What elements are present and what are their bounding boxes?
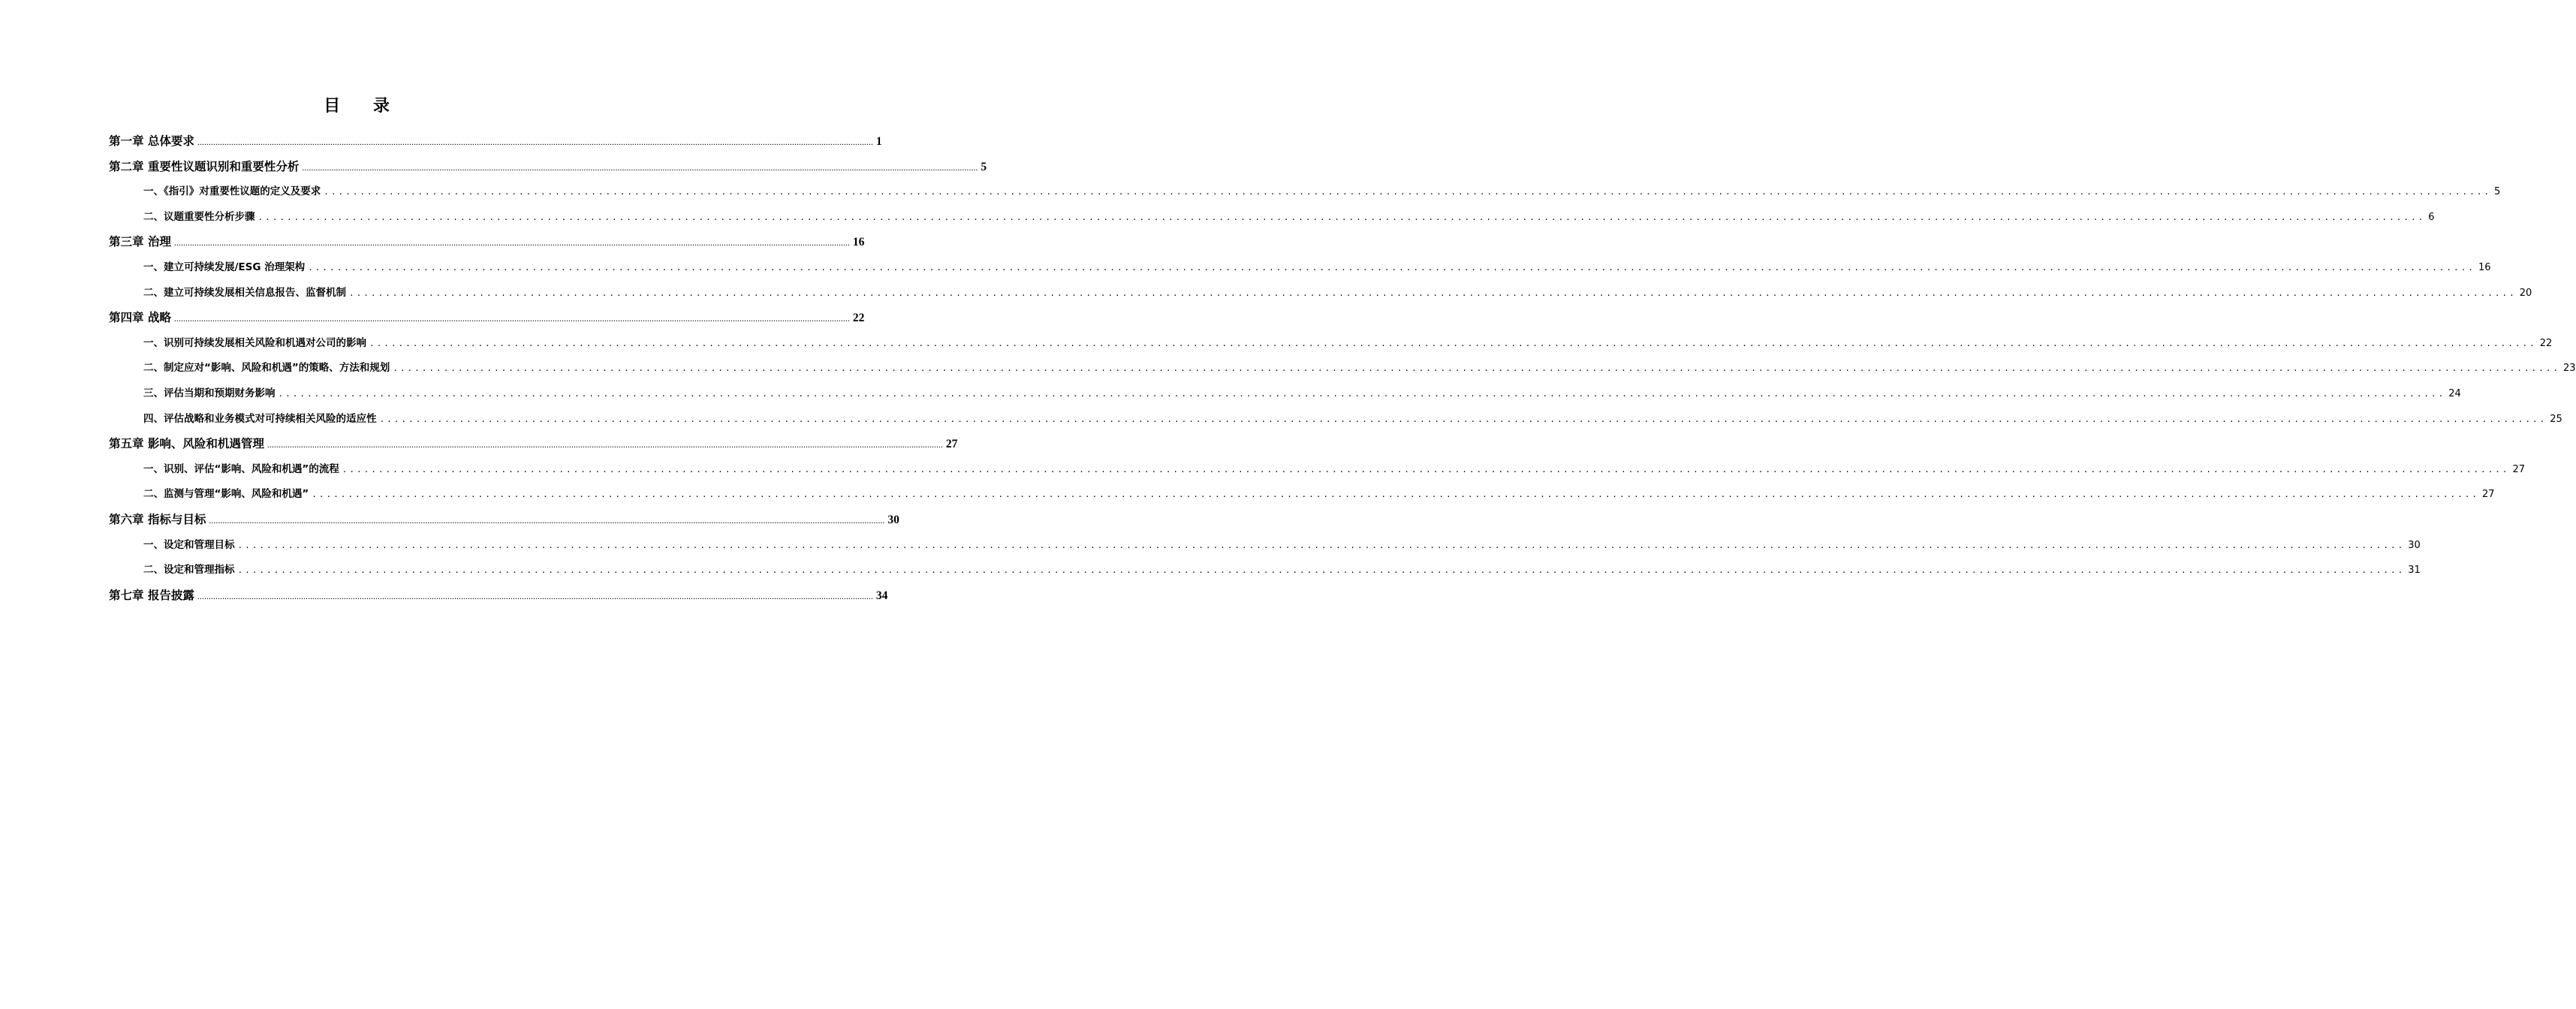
toc-entry-title: 一、识别可持续发展相关风险和机遇对公司的影响: [143, 336, 366, 349]
toc-section-2-2[interactable]: [109, 205, 2435, 230]
toc-entry-title: 第七章 报告披露: [109, 588, 194, 602]
toc-entry-title: 二、建立可持续发展相关信息报告、监督机制: [143, 286, 346, 299]
toc-entry-title: 一、建立可持续发展/ESG 治理架构: [143, 261, 306, 273]
toc-entry-page: 24: [2448, 387, 2461, 399]
toc-entry-title: 二、设定和管理指标: [143, 564, 235, 577]
toc-chapter-4[interactable]: [109, 306, 865, 331]
toc-entry-page: 27: [945, 438, 958, 451]
toc-entry-page: 27: [2512, 463, 2526, 475]
dot-leader: ............................................................................................................................................................................................................................................................................................................: [379, 414, 2547, 424]
dot-leader: ............................................................................................................................................................................................................................................................................................................: [369, 338, 2537, 348]
toc-entry-title: 一、识别、评估“影响、风险和机遇”的流程: [143, 462, 339, 475]
toc-chapter-2[interactable]: [109, 155, 987, 180]
toc-entry-title: 一、《指引》对重要性议题的定义及要求: [143, 185, 321, 198]
toc-entry-page: 31: [2408, 565, 2421, 577]
toc-chapter-5[interactable]: [109, 432, 958, 457]
toc-chapter-6[interactable]: [109, 508, 899, 533]
toc-entry-title: 第五章 影响、风险和机遇管理: [109, 437, 264, 451]
table-of-contents: [109, 129, 2576, 608]
toc-entry-title: 一、设定和管理目标: [143, 538, 235, 551]
dot-leader: ............................................................................................................................................................................................................................................................................................................: [173, 237, 850, 248]
dot-leader: ............................................................................................................................................................................................................................................................................................................: [209, 514, 885, 526]
toc-chapter-7[interactable]: [109, 583, 888, 609]
toc-entry-page: 6: [2428, 211, 2435, 223]
toc-entry-page: 16: [2478, 261, 2491, 273]
page-title: 目 录: [324, 97, 403, 116]
toc-section-4-3[interactable]: [109, 381, 2461, 407]
dot-leader: ............................................................................................................................................................................................................................................................................................................: [302, 161, 978, 173]
toc-entry-title: 二、议题重要性分析步骤: [143, 210, 255, 223]
dot-leader: ............................................................................................................................................................................................................................................................................................................: [197, 590, 873, 601]
toc-section-5-1[interactable]: [109, 457, 2526, 483]
toc-section-4-2[interactable]: [109, 356, 2576, 381]
toc-entry-title: 第六章 指标与目标: [109, 512, 206, 526]
toc-entry-page: 34: [875, 589, 888, 602]
toc-entry-page: 22: [852, 312, 865, 325]
dot-leader: ............................................................................................................................................................................................................................................................................................................: [237, 565, 2406, 576]
toc-entry-title: 第四章 战略: [109, 311, 171, 325]
dot-leader: ............................................................................................................................................................................................................................................................................................................: [349, 288, 2517, 298]
toc-section-4-4[interactable]: [109, 407, 2562, 432]
toc-entry-page: 27: [2482, 489, 2495, 501]
toc-entry-title: 第二章 重要性议题识别和重要性分析: [109, 159, 300, 173]
toc-entry-title: 第三章 治理: [109, 235, 171, 249]
toc-entry-page: 1: [875, 135, 882, 148]
toc-entry-page: 20: [2519, 287, 2532, 299]
dot-leader: ............................................................................................................................................................................................................................................................................................................: [393, 363, 2561, 374]
toc-entry-title: 二、制定应对“影响、风险和机遇”的策略、方法和规划: [143, 362, 390, 375]
dot-leader: ............................................................................................................................................................................................................................................................................................................: [267, 439, 943, 450]
dot-leader: ............................................................................................................................................................................................................................................................................................................: [324, 187, 2492, 197]
toc-section-6-1[interactable]: [109, 533, 2421, 559]
dot-leader: ............................................................................................................................................................................................................................................................................................................: [173, 313, 850, 324]
toc-chapter-1[interactable]: [109, 129, 882, 155]
toc-entry-title: 四、评估战略和业务模式对可持续相关风险的适应性: [143, 412, 377, 425]
toc-section-5-2[interactable]: [109, 482, 2495, 508]
toc-entry-title: 二、监测与管理“影响、风险和机遇”: [143, 488, 309, 501]
dot-leader: ............................................................................................................................................................................................................................................................................................................: [312, 489, 2480, 500]
toc-section-6-2[interactable]: [109, 558, 2421, 583]
toc-entry-title: 三、评估当期和预期财务影响: [143, 387, 276, 399]
toc-entry-title: 第一章 总体要求: [109, 134, 194, 148]
toc-section-3-2[interactable]: [109, 281, 2532, 306]
toc-entry-page: 22: [2539, 337, 2553, 349]
dot-leader: ............................................................................................................................................................................................................................................................................................................: [237, 540, 2406, 550]
toc-section-3-1[interactable]: [109, 255, 2491, 281]
toc-entry-page: 5: [981, 160, 987, 173]
dot-leader: ............................................................................................................................................................................................................................................................................................................: [197, 137, 873, 147]
toc-section-4-1[interactable]: [109, 331, 2553, 357]
toc-entry-page: 30: [2408, 539, 2421, 551]
toc-entry-page: 5: [2494, 186, 2501, 198]
dot-leader: ............................................................................................................................................................................................................................................................................................................: [342, 464, 2510, 474]
toc-entry-page: 23: [2563, 363, 2576, 375]
dot-leader: ............................................................................................................................................................................................................................................................................................................: [308, 262, 2475, 273]
toc-section-2-1[interactable]: [109, 179, 2501, 205]
toc-entry-page: 16: [852, 236, 865, 249]
toc-chapter-3[interactable]: [109, 230, 865, 255]
dot-leader: ............................................................................................................................................................................................................................................................................................................: [258, 212, 2426, 222]
toc-entry-page: 25: [2550, 413, 2562, 425]
dot-leader: ............................................................................................................................................................................................................................................................................................................: [278, 388, 2446, 399]
toc-entry-page: 30: [887, 513, 899, 526]
